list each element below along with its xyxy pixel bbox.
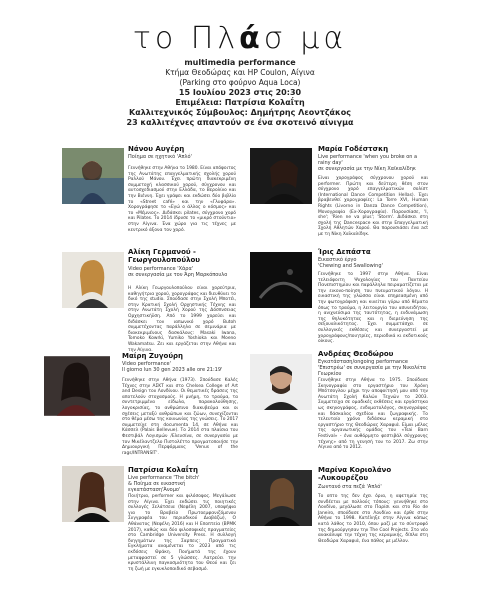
artist-photo bbox=[250, 252, 312, 308]
event-tagline: 23 καλλιτέχνες απαντούν σε ένα σκοτεινό αίνιγμα bbox=[126, 118, 354, 127]
artist-name: Μαρίνα Κοριολάνο bbox=[318, 466, 392, 474]
artist-photo bbox=[250, 470, 312, 526]
artist-bio: Γεννήθηκε στην Αθήνα (1973). Σπούδασε Καλές Τέχνες στην ΑΣΚΤ και στο Chelsea College of Art and Design του Λονδίνου. Οι θεματικές δράσεις της αποτελούν στοχασμούς. Η μνήμη, το τραύμα, τα συντετριμμένα είδωλα, παρακολούθησης, λογοκρισίας, το ανθρώπινο διακυβεύμα και οι σχέσεις μεταξύ ανθρώπων και ζώων, συνεχίζονται στο θέμα μέσω της κοινωνίας της γνώσεις. Το 2017 συμμετείχε στη documenta 14, σε Αθήνα και Κάσσελ (Palais Bellevue). Το 2014 στα πλαίσια του Φεστιβάλ Λογισμών /Ελευσίνα, σε συνεργασία με τον Μικέλαντζελο Πιστολέττο πραγματοποιήσε την Δημιουργική Περφόρμανς 'Venus of the rags/INTRANSIT'. bbox=[122, 378, 238, 456]
artist-collab: 'Επιστρέω' σε συνεργασία με την Νικολέτα Γεωρκίου bbox=[318, 365, 427, 378]
artist-work: Ζωντανό στα πεζά 'Απλό' bbox=[318, 484, 382, 490]
artist-work: Εικαστικό έργο bbox=[318, 257, 357, 263]
artist-bio: Το οπτο της δεν έχει όρια, η αφετηρία της συνδέεται με πολλούς τόπους: γεννήθηκε στο Λονδίνο, μεγάλωσε στο Παρίσι και στο Rio de Janeiro, σπούδασε στο Λονδίνο και έρθε στην Αθήνα το 1998. Κατέληξε στην Αίγινα κάπως κατά λάθος το 2010, όπου μαζί με το σύντροφό της δημιούργησαν την The Cool Projects. Στο νέο ανακάλυψε την τέχνη της κεραμικής, δίπλα στη Θεοδώρα Χαραφιά, ένα πάθος με μέλλον. bbox=[318, 494, 428, 544]
artist-bio: Γεννήθηκε στην Αθήνα το 1980. Είναι απόφοιτος της Ανωτάτης επαγγελματικής σχολής χορού Ραλλού Μάνου. Έχει πρώτη διακεκριμένη συμμετοχή κλασσικού χορού, σύγχρονου και αυτοσχεδιασμού στην Ελλάδα, το Βερολίνο και την Βιέννη. Έχει γράψει και εκδώσει δύο βιβλία το «Street café» και την «Γλυφάρα». Χορογράφησε το «Εγώ ο άλλος ο κόσμος» και το «Μέμνιος». Διδάσκει pilates, σύγχρονο χορό και Pilates. Το 2014 ίδρυσε το «μικρό στούντιο» στην Αίγινα. Ένα χώρο για τις τέχνες με κεντρικό άξονα τον χορό. bbox=[128, 166, 236, 233]
artist-work: Ποίημα σε ηχητικό 'Απλό' bbox=[128, 154, 192, 160]
artist-name: Αλίκη Γερμανού - bbox=[128, 248, 196, 256]
artist-bio: Ποιήτρια, performer και φιλόσοφος. Μεγάλωσε στην Αίγινα. Έχει εκδώσει τις ποιητικές συλλογές Σελάτσεια (Νεφέλη 2007, υποψήφια για το Βραβείο Πρωτοεμφανιζόμενου Συγγραφέα του περιοδικού Διαβάζω), Ο Αθάνατος (Νεφέλη 2016) και Η Εποπτεία (ΒΡΜΚ 2017), καθώς και δύο φιλοσοφικές πραγματείες στο Cambridge University Press. Η συλλογή διηγημάτων της Σαρπεις: Πραγματικά Εγκλήματα αναμένεται το 2023 από τις εκδόσεις Θράκη. Ποιήματά της έχουν μεταφραστεί σε 5 γλώσσες. Λατρεύει την κρυστάλλινη παγκοσμιότητα του Θεού και ζει τη ζωή με εγκυκλοπαιδικό σεβασμό. bbox=[128, 494, 236, 572]
artist-work: Video performance 'Χάρα' bbox=[128, 266, 194, 272]
artist-photo bbox=[62, 466, 124, 522]
event-date: 15 Ιουλίου 2023 στις 20:30 bbox=[178, 88, 302, 97]
artist-collab: σε συνεργασία με τον Άρη Μαρκόπουλο bbox=[128, 272, 228, 278]
artist-work: Live performance 'The bitch' bbox=[128, 475, 200, 481]
event-header bbox=[0, 58, 480, 128]
artist-work: Εγκατάσταση/ongoing performance bbox=[318, 359, 408, 365]
artist-work-title: & Ποίημα σε εικαστική εγκατάσταση'Άνομο' bbox=[128, 481, 186, 494]
artist-photo bbox=[44, 356, 110, 416]
artist-work: Video performance' bbox=[122, 361, 171, 367]
page-title: το Πλάσ μα bbox=[132, 21, 348, 56]
artist-name: Μαρία Γοδέστσκη bbox=[318, 145, 389, 153]
artist-name: Πατρίσια Κολαΐτη bbox=[128, 466, 198, 474]
event-parking: (Parking στο φούρνο Aqua Loca) bbox=[179, 78, 301, 87]
artist-bio: Γεννήθηκε στην Αθήνα το 1975. Σπούδασε Σκηνογραφία στο εργαστήριο του Χρόνη Μπότσογλου μέχρι την αποφοίτησή μου από την Ανωτάτη Σχολή Καλών Τεχνών το 2003. Συμμετείχα σε ομαδικές εκθέσεις και εργάστηκα ως σκηνογράφος, ενδυματολόγος, σκηνογράφος και δάσκαλος σχεδίου και ζωγραφικής. Το τελευταίο χρόνο διδάσκω κεραμική στο εργαστήριο της Θεοδώρας Χαραφιά. Είμαι μέλος της οργανωτικής ομάδας του «Tsai Barn Festival» - ένα αυθόρμητο φεστιβάλ σύγχρονης τέχνης» από τη γενησή του το 2017. Ζω στην Αίγινα από το 2012. bbox=[318, 378, 428, 451]
artist-name: Ίρις Δεπάστα bbox=[318, 248, 371, 256]
artist-photo bbox=[62, 252, 124, 308]
artist-work: Live performance 'when you broke on a rainy day' bbox=[318, 154, 418, 167]
artist-name-line2: Γεωργουλοπούλου bbox=[128, 256, 201, 264]
artist-photo bbox=[62, 148, 124, 204]
artist-name: Νάνου Αυγέρη bbox=[128, 145, 185, 153]
artist-work-title: 'Chewing and Swallowing' bbox=[318, 263, 383, 269]
artist-photo bbox=[250, 148, 312, 204]
artist-bio: Η Αλίκη Γεωργουλοπούλου είναι χορεύτρια, καθηγήτρια χορού, χορογράφος και διευθύνει το δικό της studio. Σπούδασε στην Σχολή Μποτέι, στην Κρατική Σχολή Ορχηστικής Τέχνης και στην Ανωτάτη Σχολή Χορού της Δόσπνσειας Ορχηστικήϋση. Από το 1999 χορεύει και διδάσκει τον ιαπωνικό χορό Butoh συμμετέχοντας παράλληλα σε σεμινάρια με διακεκριμένους δασκάλους: Masaki Iwana, Tomoko Kowrki, Yumiko Yoshioka και Moeno Wakamatsu. Ζει και εργάζεται στην Αθήνα και την Αίγινα. bbox=[128, 286, 236, 353]
event-venue: Κτήμα Θεοδώρας και HP Coulon, Αίγινα bbox=[165, 68, 315, 77]
artist-bio: Είναι χορογράφος σύγχρονου χορού και performer. Πρώτη και δεύτερη θέση στον σύγχρονο χορό επαγγελματικών σολίστ (International Dance Competition Hellas). Έχει βραβευθεί χορογραφίες: La Torre XVI, Human Rights (Livorno in Danza Dance Competition), Μονογραφία (Ex-Χορογραφία). Παρουσίασε, 'I, she'; 'Rien ne va plus'; 'Storm'. Διδάσκει στη σχολή της Dancespace και στην Επαγγελματική Σχολή Αθλητών Χορού. Θα παρουσιάσει ένα act με τη Νίκη Χαϊκαλίδηκ. bbox=[318, 176, 428, 237]
artist-name: Μαίρη Ζυγούρη bbox=[122, 352, 184, 360]
artist-photo bbox=[250, 354, 312, 410]
artist-bio: Γεννήθηκε το 1997 στην Αθήνα. Είναι τελειόφοιτη Ψυχολογίας του Παντείου Πανεπιστημίου και παράλληλα πειραματίζεται με την εικονο-ποίηση του πνευματικού λόγου. Η εικαστική της γλώσσα είναι επηρεασμένη από την φωτογράφιση και κινείται γύρω από θέματα όπως το τραύμα, η λειτουργία του ασυνειδήτου, η ανιχνεύσιμα της ταυτότητας, η ενδυνάμωση της θηλυκότητας και η διερεύνηση της σεξουαλικότητας. Έχει συμμετάσχει σε συλλογικές εκθέσεις και συνεργαστεί με χορογράφους/ποιητρίες, περιοδικά κι εκδοτικούς οίκους. bbox=[318, 272, 428, 345]
artist-work-title: Il giorno lun 30 gen 2023 alle ore 21:19' bbox=[122, 367, 223, 373]
event-type: multimedia performance bbox=[184, 58, 296, 67]
event-advisor: Καλλιτεχνικός Σύμβουλος: Δημήτρης Λεοντζάκος bbox=[129, 108, 351, 117]
artist-name-line2: -Λυκουρέζου bbox=[318, 474, 369, 482]
artist-name: Ανδρέας Θεοδώρου bbox=[318, 350, 394, 358]
event-curator: Επιμέλεια: Πατρίσια Κολαΐτη bbox=[175, 98, 305, 107]
artist-collab: σε συνεργασία με την Νίκη Χαϊκαλίδηκ bbox=[318, 166, 416, 172]
